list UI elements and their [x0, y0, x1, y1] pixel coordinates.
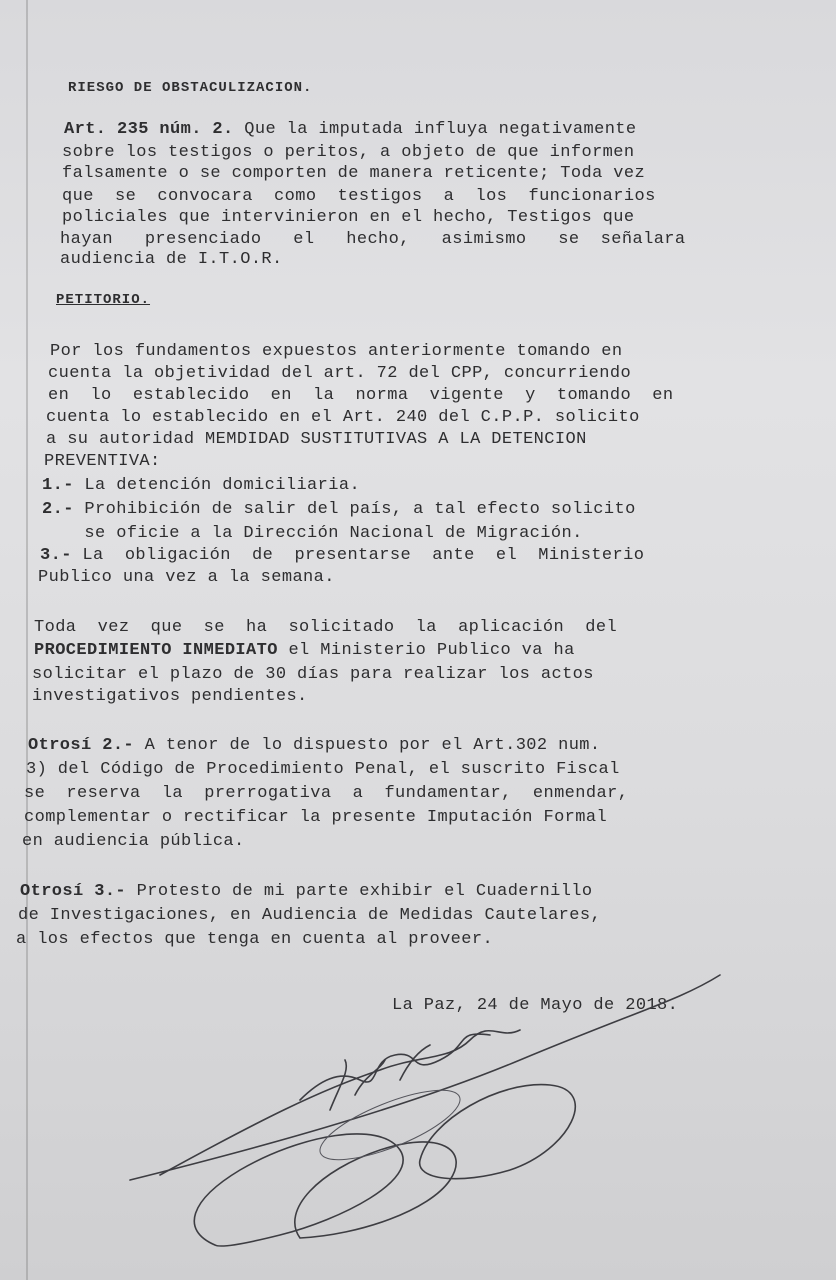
petitorio-line-2: cuenta la objetividad del art. 72 del CPP, concurriendo: [48, 364, 632, 383]
otrosi-3-line-2: de Investigaciones, en Audiencia de Medidas Cautelares,: [18, 906, 602, 925]
otrosi-2-label: Otrosí 2.-: [28, 736, 135, 755]
list-item-2-continued: se oficie a la Dirección Nacional de Migración.: [42, 524, 583, 543]
heading-petitorio: PETITORIO.: [56, 292, 151, 308]
otrosi-3-line-3: a los efectos que tenga en cuenta al proveer.: [16, 930, 494, 949]
art-paragraph-line-3: falsamente o se comporten de manera reticente; Toda vez: [62, 164, 646, 183]
petitorio-line-5: a su autoridad MEMDIDAD SUSTITUTIVAS A LA DETENCION: [46, 430, 587, 449]
art-paragraph-line-6: hayan presenciado el hecho, asimismo se señalara: [60, 230, 686, 249]
otrosi-2-line-5: en audiencia pública.: [22, 832, 245, 851]
toda-vez-line-3: solicitar el plazo de 30 días para realizar los actos: [32, 665, 594, 684]
petitorio-line-3: en lo establecido en la norma vigente y tomando en: [48, 386, 674, 405]
list-item-2: 2.- Prohibición de salir del país, a tal efecto solicito: [42, 500, 636, 519]
toda-vez-line-2: PROCEDIMIENTO INMEDIATO el Ministerio Publico va ha: [34, 641, 575, 660]
toda-vez-line-1: Toda vez que se ha solicitado la aplicación del: [34, 618, 618, 637]
petitorio-line-4: cuenta lo establecido en el Art. 240 del C.P.P. solicito: [46, 408, 640, 427]
list-item-1: 1.- La detención domiciliaria.: [42, 476, 361, 495]
article-reference: Art. 235 núm. 2.: [64, 120, 234, 139]
date-line: La Paz, 24 de Mayo de 2018.: [392, 996, 679, 1015]
heading-riesgo: RIESGO DE OBSTACULIZACION.: [68, 80, 313, 96]
art-paragraph-line-7: audiencia de I.T.O.R.: [60, 250, 283, 269]
petitorio-line-1: Por los fundamentos expuestos anteriormente tomando en: [50, 342, 623, 361]
otrosi-3-label: Otrosí 3.-: [20, 882, 127, 901]
otrosi-2-line-4: complementar o rectificar la presente Imputación Formal: [24, 808, 608, 827]
otrosi-2-line-2: 3) del Código de Procedimiento Penal, el suscrito Fiscal: [26, 760, 620, 779]
petitorio-line-6: PREVENTIVA:: [44, 452, 161, 471]
art-paragraph-line-5: policiales que intervinieron en el hecho, Testigos que: [62, 208, 635, 227]
otrosi-3-line-1: Otrosí 3.- Protesto de mi parte exhibir el Cuadernillo: [20, 882, 593, 901]
otrosi-2-line-3: se reserva la prerrogativa a fundamentar, enmendar,: [24, 784, 629, 803]
art-paragraph-line-1: Art. 235 núm. 2. Que la imputada influya negativamente: [64, 120, 637, 139]
list-item-3: 3.- La obligación de presentarse ante el Ministerio: [40, 546, 645, 565]
procedimiento-inmediato: PROCEDIMIENTO INMEDIATO: [34, 641, 278, 660]
toda-vez-line-4: investigativos pendientes.: [32, 687, 308, 706]
otrosi-2-line-1: Otrosí 2.- A tenor de lo dispuesto por el Art.302 num.: [28, 736, 601, 755]
handwritten-signature: [130, 975, 720, 1246]
art-paragraph-line-4: que se convocara como testigos a los funcionarios: [62, 187, 656, 206]
art-paragraph-line-2: sobre los testigos o peritos, a objeto de que informen: [62, 143, 635, 162]
list-item-3-continued: Publico una vez a la semana.: [38, 568, 335, 587]
